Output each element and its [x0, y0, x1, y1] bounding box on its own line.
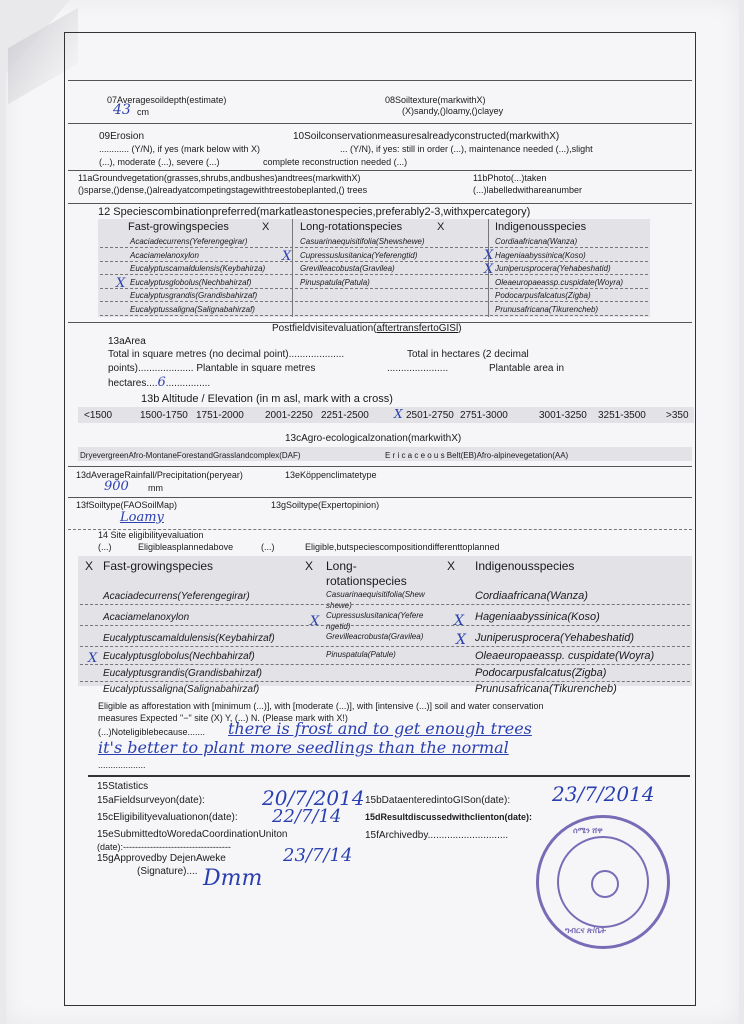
hw-x-juniperus: X	[484, 262, 494, 277]
agro-zone-label: 13cAgro-ecologicalzonation(markwithX)	[285, 433, 462, 444]
species12-long-2: Grevilleacobusta(Gravilea)	[300, 264, 395, 273]
species12-row-rule	[100, 315, 648, 316]
altitude-range-8: 3251-3500	[598, 410, 646, 421]
eligible-opt2-text: Eligible,butspeciescompositiondifferenttoplanned	[305, 542, 500, 552]
hw-note-line2: it's better to plant more seedlings than the normal	[98, 738, 509, 757]
species14-indig-1: Hageniaabyssinica(Koso)	[475, 611, 600, 623]
x-mark-long: X	[437, 221, 445, 233]
species12-indig-4: Podocarpusfalcatus(Zigba)	[495, 291, 591, 300]
post-visit-title: Postfieldvisitevaluation(aftertransfertoGISl)	[272, 323, 462, 334]
area-line2b: ......................	[387, 363, 449, 374]
soil-type-fao-value: Loamy	[120, 510, 164, 525]
field-survey-label: 15aFieldsurveyon(date):	[97, 795, 205, 806]
eligible-afforestation: Eligible as afforestation with [minimum (...)], with [moderate (...)], with [intensive (...)] soil and water conservation	[98, 701, 544, 711]
species14-row-rule	[80, 664, 690, 665]
species12-indig-3: Oleaeuropaeassp.cuspidate(Woyra)	[495, 277, 624, 287]
result-discussed-label: 15dResultdiscussedwithclienton(date):	[365, 812, 533, 822]
species14-fast-0: Acaciadecurrens(Yeferengegirar)	[103, 591, 250, 602]
approved-date: 23/7/14	[283, 845, 353, 866]
approved-by-label: 15gApprovedby DejenAweke	[97, 853, 226, 864]
x-mark-indig-14: X	[447, 559, 456, 573]
hw-x-cupressus: X	[282, 249, 292, 264]
soil-conservation-line2: complete reconstruction needed (...)	[263, 157, 408, 167]
species12-long-1: Cupressuslusitanica(Yeferengtid)	[300, 250, 418, 260]
photo-taken: 11bPhoto(...)taken	[473, 173, 547, 183]
species14-long-2: Grevilleacrobusta(Gravilea)	[326, 632, 424, 641]
avg-soil-depth-label: 07Averagesoildepth(estimate)	[107, 95, 227, 105]
avg-soil-depth-unit: cm	[137, 107, 149, 117]
species14-row-rule	[80, 625, 690, 626]
species12-row-rule	[100, 288, 648, 289]
hw-x-altitude: X	[394, 407, 403, 421]
species12-long-3: Pinuspatula(Patula)	[300, 277, 370, 287]
col-long-rotation: Long-rotationspecies	[300, 221, 403, 233]
species12-indig-5: Prunusafricana(Tikurencheb)	[495, 304, 599, 314]
altitude-range-0: <1500	[84, 410, 113, 421]
altitude-range-3: 2001-2250	[265, 410, 313, 421]
hectares-value: 6	[157, 375, 166, 390]
x-mark-fast-14: X	[85, 559, 94, 573]
altitude-range-7: 3001-3250	[539, 410, 587, 421]
col-indigenous: Indigenousspecies	[495, 221, 587, 233]
hw-x-globolus-14: X	[88, 651, 98, 666]
altitude-range-9: >350	[666, 410, 689, 421]
species-preferred-title: 12 Speciescombinationpreferred(markatleastonespecies,preferably2-3,withxpercategory)	[98, 206, 531, 218]
col14-long-b: rotationspecies	[326, 574, 407, 588]
species14-indig-3: Oleaeuropaeassp. cuspidate(Woyra)	[475, 650, 655, 662]
agro-zone-eb: E r i c a c e o u s Belt(EB)Afro-alpinevegetation(AA)	[385, 451, 569, 460]
submitted-label: 15eSubmittedtoWoredaCoordinationUniton	[97, 829, 288, 840]
ground-vegetation-line2: ()sparse,()dense,()alreadyatcompetingstagewithtreestobeplanted,() trees	[78, 185, 368, 195]
species14-indig-0: Cordiaafricana(Wanza)	[475, 590, 588, 602]
species14-indig-5: Prunusafricana(Tikurencheb)	[475, 683, 617, 695]
species14-long-1: Cupressuslusitanica(Yefere ngetid)	[326, 611, 424, 631]
species12-fast-4: Eucalyptusgrandis(Grandisbahirzaf)	[130, 291, 258, 300]
area-line2c: Plantable area in	[489, 363, 565, 374]
ground-vegetation-line1: 11aGroundvegetation(grasses,shrubs,andbushes)andtrees(markwithX)	[78, 173, 361, 183]
site-eligibility-label: 14 Site eligibilityevaluation	[98, 530, 204, 540]
species12-row-rule	[100, 301, 648, 302]
hw-note-line1: there is frost and to get enough trees	[228, 719, 532, 738]
rainfall-label: 13dAverageRainfall/Precipitation(peryear)	[76, 470, 243, 480]
species12-fast-3: Eucalyptusglobolus(Nechbahirzaf)	[130, 277, 252, 287]
species12-row-rule	[100, 261, 648, 262]
hw-x-globolus: X	[116, 276, 126, 291]
species14-fast-4: Eucalyptusgrandis(Grandisbahirzaf)	[103, 668, 262, 679]
official-stamp	[536, 815, 670, 949]
altitude-range-2: 1751-2000	[196, 410, 244, 421]
species14-indig-4: Podocarpusfalcatus(Zigba)	[475, 667, 607, 679]
rainfall-unit: mm	[148, 483, 163, 493]
col14-long-a: Long-	[326, 559, 357, 573]
archived-label: 15fArchivedby.............................	[365, 830, 509, 841]
rainfall-value: 900	[104, 479, 129, 494]
species14-row-rule	[80, 681, 690, 682]
species12-fast-0: Acaciadecurrens(Yeferengegirar)	[130, 237, 248, 246]
col-divider	[292, 219, 293, 317]
erosion-label: 09Erosion	[99, 131, 145, 142]
soil-type-fao-label: 13fSoiltype(FAOSoilMap)	[76, 500, 178, 510]
soil-conservation-line1: ... (Y/N), if yes: still in order (...), maintenance needed (...),slight	[340, 144, 593, 154]
area-line1b: Total in hectares (2 decimal	[407, 349, 529, 360]
x-mark-fast: X	[262, 221, 270, 233]
col14-indig: Indigenousspecies	[475, 559, 575, 573]
species12-fast-5: Eucalyptussaligna(Salignabahirzaf)	[130, 304, 255, 314]
species14-fast-3: Eucalyptusglobolus(Nechbahirzaf)	[103, 651, 255, 662]
species12-indig-1: Hageniaabyssinica(Koso)	[495, 250, 586, 260]
species14-fast-1: Acaciamelanoxylon	[103, 612, 190, 623]
altitude-label: 13b Altitude / Elevation (in m asl, mark with a cross)	[141, 393, 393, 405]
species12-indig-2: Juniperusprocera(Yehabeshatid)	[495, 264, 611, 273]
species14-row-rule	[80, 604, 690, 605]
area-line2: points).................... Plantable in square metres	[108, 363, 316, 374]
hw-x-cupressus-14: X	[310, 614, 320, 629]
signature-label: (Signature)....	[137, 866, 198, 877]
species12-fast-2: Eucalyptuscamaldulensis(Keybahirza)	[130, 264, 266, 273]
species12-long-0: Casuarinaequisitifolia(Shewshewe)	[300, 237, 425, 246]
signature: Dmm	[203, 866, 263, 891]
eligibility-eval-label: 15cEligibilityevaluationon(date):	[97, 812, 238, 823]
species14-fast-5: Eucalyptussaligna(Salignabahirzaf)	[103, 684, 260, 695]
species12-row-rule	[100, 274, 648, 275]
soil-texture-label: 08Soiltexture(markwithX)	[385, 95, 486, 105]
altitude-range-1: 1500-1750	[140, 410, 188, 421]
photo-labelled: (...)labelledwithareanumber	[473, 185, 583, 195]
soil-conservation-label: 10Soilconservationmeasuresalreadyconstructed(markwithX)	[293, 131, 560, 142]
species12-row-rule	[100, 247, 648, 248]
species14-row-rule	[80, 646, 690, 647]
species14-long-3: Pinuspatula(Patule)	[326, 650, 396, 659]
species14-indig-2: Juniperusprocera(Yehabeshatid)	[475, 632, 634, 644]
eligible-site-expected: measures Expected "−" site (X) Y, (...) N. (Please mark with X!)	[98, 713, 348, 723]
data-entered-label: 15bDataenteredintoGISon(date):	[365, 795, 511, 806]
altitude-range-4: 2251-2500	[321, 410, 369, 421]
not-eligible-label: (...)Noteligiblebecause.......	[98, 727, 206, 737]
agro-zone-daf: DryevergreenAfro-MontaneForestandGrasslandcomplex(DAF)	[80, 451, 301, 460]
hw-x-hagenia-14: X	[454, 613, 464, 629]
col14-fast: Fast-growingspecies	[103, 559, 214, 573]
soil-type-expert-label: 13gSoiltype(Expertopinion)	[271, 500, 380, 510]
stamp-text-top: ሰሜን ሸዋ	[573, 826, 603, 835]
soil-texture-options: (X)sandy,()loamy,()clayey	[402, 106, 504, 116]
species14-long-0: Casuarinaequisitifolia(Shew shewe)	[326, 590, 425, 610]
eligible-opt1-text: Eligibleasplannedabove	[138, 542, 234, 552]
eligible-opt1: (...)	[98, 542, 112, 552]
species12-indig-0: Cordiaafricana(Wanza)	[495, 237, 578, 246]
data-entered-date: 23/7/2014	[552, 782, 655, 806]
eligibility-eval-date: 22/7/14	[272, 806, 342, 827]
koppen-label: 13eKöppenclimatetype	[285, 470, 377, 480]
altitude-range-6: 2751-3000	[460, 410, 508, 421]
area-line1: Total in square metres (no decimal point)....................	[108, 349, 345, 360]
statistics-label: 15Statistics	[97, 781, 149, 792]
eligible-opt2: (...)	[261, 542, 275, 552]
note-dots: ...................	[98, 760, 146, 770]
hw-x-juniperus-14: X	[456, 632, 466, 648]
erosion-line1: ............ (Y/N), if yes (mark below with X)	[99, 144, 261, 154]
section-15-rule	[88, 775, 690, 777]
field-survey-date: 20/7/2014	[262, 786, 365, 810]
area-line3: hectares....6................	[108, 375, 211, 390]
avg-soil-depth-value: 43	[113, 102, 131, 118]
area-label: 13aArea	[108, 336, 146, 347]
erosion-line2: (...), moderate (...), severe (...)	[99, 157, 220, 167]
species14-fast-2: Eucalyptuscamaldulensis(Keybahirzaf)	[103, 633, 275, 644]
col-fast-growing: Fast-growingspecies	[128, 221, 229, 233]
stamp-text-bottom: ግብርና ጽ/ቤት	[565, 926, 606, 935]
x-mark-long-14: X	[305, 559, 314, 573]
species12-fast-1: Acaciamelanoxylon	[130, 250, 199, 260]
altitude-range-5: 2501-2750	[406, 410, 454, 421]
hw-x-hagenia: X	[484, 248, 494, 263]
submitted-date: (date):------------------------------------	[97, 842, 231, 852]
